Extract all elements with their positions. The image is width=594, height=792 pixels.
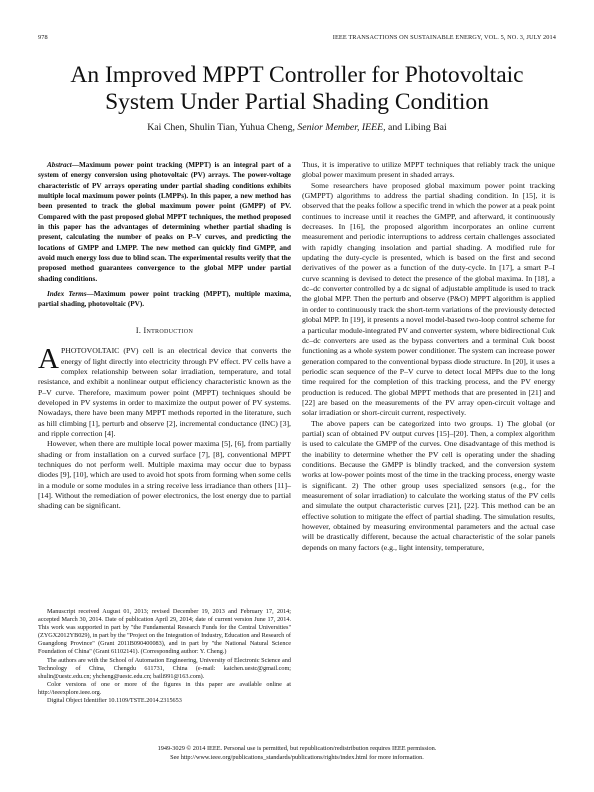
intro-paragraph-1 xyxy=(38,343,291,439)
index-terms-text: —Maximum power point tracking (MPPT), multiple maxima, partial shading, photovoltaic (PV). xyxy=(38,290,292,309)
left-column xyxy=(38,160,291,512)
running-header xyxy=(38,34,556,46)
index-terms-label: Index Terms xyxy=(47,290,87,299)
right-paragraph-2: Some researchers have proposed global maximum power point tracking (GMPPT) algorithms to address the partial shading condition. In [15], it is observed that the peaks follow a specific trend in which the power at a peak point continues to increase until it reaches the GMPP, and afterward, it continuously decreases. In [16], the proposed algorithm incorporates an online current measurement and periodic interruptions to address certain challenges associated with rapidly changing insolation and partial shading. A modified rule for updating the duty-cycle is presented, which is based on the first and second derivatives of the power as a function of the duty-cycle. In [17], a smart P–I curve scanning is devised to detect the presence of the global maxima. In [18], a dc–dc converter controlled by a dc signal of adjustable amplitude is used to track the global MPP. Then the perturb and observe (P&O) MPPT algorithm is applied in order to continuously track the short-term variations of the previously detected global MPP. In [19], it presents a novel model-based two-loop control scheme for a particular module-integrated PV and converter system, where bidirectional Cuk dc–dc converters are used as the bypass converters and a terminal Cuk boost functioning as a whole system power conditioner. The system can increase power generation compared to the conventional bypass diode structure. In [20], it uses a periodic scan sequence of the P–V curve to detect local MPPs due to the long time required for the completion of this tracking process, and the PV energy production is reduced. The global MPPT methods that are presented in [21] and [22] are based on the measurements of the PV array open-circuit voltage and solar irradiation or short-circuit current, respectively. xyxy=(302,180,555,418)
author-names: Kai Chen, Shulin Tian, Yuhua Cheng, xyxy=(147,122,295,133)
right-paragraph-3: The above papers can be categorized into two groups. 1) The global (or partial) scan of obtained PV output curves [15]–[20]. Then, a complex algorithm is used to calculate the GMPP of the curves. One disadvantage of this method is the inability to determine whether the PV cell is operating under the shading conditions. Because the GMPP is blindly tracked, and the conversion system works at low-power points most of the time in the tracking process, energy waste is significant. 2) The other group uses specialized sensors (e.g., for the measurement of solar irradiation) to calculate the working status of the PV cells and simulate the output characteristic curves [21], [22]. This method can be an effective solution to mitigate the effect of partial shading. The simulation results, however, obtained by measuring environmental parameters and the actual case will be drastically different, because the actual characteristic of the solar panels depends on many factors (e.g., light intensity, temperature, xyxy=(302,418,555,552)
title-line-1: An Improved MPPT Controller for Photovoltaic xyxy=(70,62,524,88)
copyright-footer xyxy=(20,745,574,762)
abstract xyxy=(38,160,291,284)
drop-cap: A xyxy=(38,343,59,376)
index-terms xyxy=(38,289,291,310)
abstract-text: —Maximum power point tracking (MPPT) is an integral part of a system of energy conversion using photovoltaic (PV) arrays. The power-voltage characteristic of PV arrays operating under partial shading conditions exhibits multiple local maximum power points (LMPPs). In this paper, a new method has been presented to track the global maximum power point (GMPP) of PV. Compared with the past proposed global MPPT techniques, the method proposed in this paper has the advantages of determining whether partial shading is present, calculating the number of peaks on P–V curves, and predicting the locations of GMPP and LMPP. The new method can quickly find GMPP, and avoid much energy loss due to blind scan. The experimental results verify that the proposed method guarantees convergence to the global MPP under partial shading conditions. xyxy=(38,161,291,283)
author-membership: Senior Member, IEEE, xyxy=(297,122,386,133)
right-column xyxy=(302,160,555,553)
title-line-2: System Under Partial Shading Condition xyxy=(105,88,489,115)
abstract-label: Abstract xyxy=(47,161,72,169)
page-number: 978 xyxy=(38,34,48,41)
footnote-color: Color versions of one or more of the figures in this paper are available online at http://ieeexplore.ieee.org. xyxy=(38,680,291,696)
author-last: and Libing Bai xyxy=(387,122,447,133)
journal-name: IEEE TRANSACTIONS ON SUSTAINABLE ENERGY, VOL. 5, NO. 3, JULY 2014 xyxy=(332,34,556,41)
right-paragraph-1: Thus, it is imperative to utilize MPPT techniques that reliably track the unique global power maximum present in shaded arrays. xyxy=(302,160,555,180)
footnote-manuscript: Manuscript received August 01, 2013; revised December 19, 2013 and February 17, 2014; accepted March 30, 2014. Date of publication April 29, 2014; date of current version June 17, 2014. This work was supported in part by "the Fundamental Research Funds for the Central Universities" (ZYGX2012YB029), in part by the "Project on the Integration of Industry, Education and Research of Guangdong Province" (Grant 2011B090400083), and in part by "the National Natural Science Foundation of China" (Grant 61102141). (Corresponding author: Y. Cheng.) xyxy=(38,608,291,656)
section-heading xyxy=(38,326,291,336)
section-title: Introduction xyxy=(143,325,194,335)
footnote-doi: Digital Object Identifier 10.1109/TSTE.2014.2315653 xyxy=(47,697,182,705)
copyright-line-2: See http://www.ieee.org/publications_standards/publications/rights/index.html for more information. xyxy=(170,753,424,761)
paper-title xyxy=(20,62,574,115)
intro-text-1: PHOTOVOLTAIC (PV) cell is an electrical device that converts the energy of light directly into electricity through PV effect. PV cells have a complex relationship between solar irradiation, temperature, and total resistance, and exhibit a nonlinear output efficiency characteristic known as the P–V curve. Therefore, maximum power point (MPPT) techniques should be developed in PV systems in order to maximize the output power of PV systems. Nowadays, there have been many MPPT methods reported in the literature, such as hill climbing [1], perturb and observe [2], incremental conductance (INC) [3], and ripple correction [4]. xyxy=(38,346,291,438)
footnotes xyxy=(38,608,291,705)
footnote-affiliation: The authors are with the School of Automation Engineering, University of Electronic Science and Technology of China, Chengdu 611731, China (e-mail: kaichen.uestc@gmail.com; shulin@uestc.edu.cn; yhcheng@uestc.edu.cn; baili991@163.com). xyxy=(38,656,291,680)
section-number: I. xyxy=(135,325,142,335)
copyright-line-1: 1949-3029 © 2014 IEEE. Personal use is permitted, but republication/redistribution requires IEEE permission. xyxy=(157,745,437,752)
author-line xyxy=(20,122,574,133)
intro-paragraph-2: However, when there are multiple local power maxima [5], [6], from partially shading or from installation on a curved surface [7], [8], conventional MPPT techniques do not perform well. Multiple maxima may occur due to bypass diodes [9], [10], which are used to avoid hot spots from forming when some cells in a module or some modules in a string receive less irradiance than others [11]–[14]. Without the remediation of power electronics, the lost energy due to partial shading can be significant. xyxy=(38,439,291,511)
